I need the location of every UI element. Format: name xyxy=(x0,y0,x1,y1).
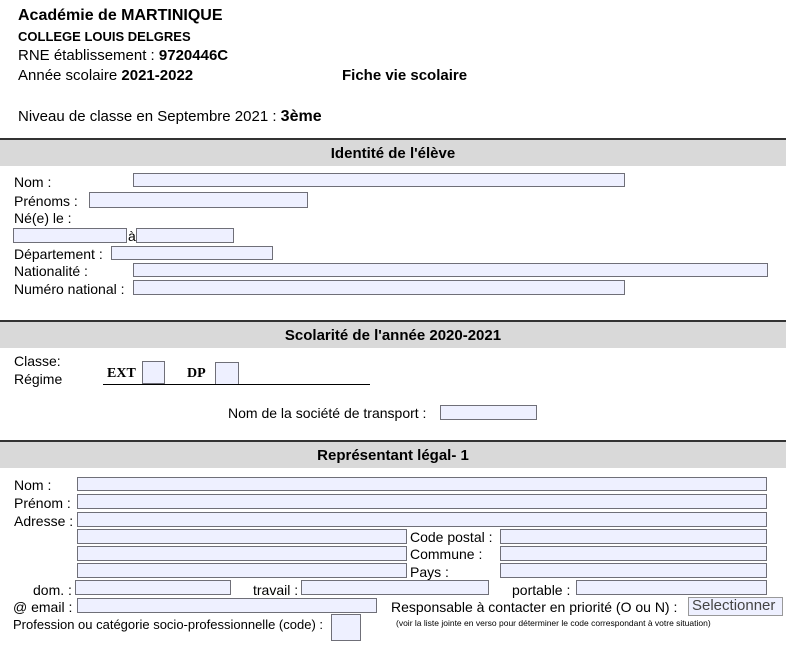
section-representant xyxy=(0,440,786,468)
nom-field[interactable] xyxy=(133,173,625,187)
transport-label: Nom de la société de transport : xyxy=(228,405,427,421)
doc-title: Fiche vie scolaire xyxy=(342,67,468,84)
portable-field[interactable] xyxy=(576,580,767,595)
code-postal-field[interactable] xyxy=(500,529,767,544)
adresse-label: Adresse : xyxy=(14,513,74,529)
dom-field[interactable] xyxy=(75,580,231,595)
adresse-field-4[interactable] xyxy=(77,563,407,578)
rne: RNE établissement : 9720446C xyxy=(18,47,229,64)
section-title: Scolarité de l'année 2020-2021 xyxy=(284,327,502,344)
rep-nom-label: Nom : xyxy=(14,477,52,493)
travail-label: travail : xyxy=(253,582,299,598)
ext-checkbox[interactable] xyxy=(142,361,165,384)
email-field[interactable] xyxy=(77,598,377,613)
divider xyxy=(103,384,370,385)
departement-field[interactable] xyxy=(111,246,273,260)
prenoms-label: Prénoms : xyxy=(14,193,78,209)
profession-label: Profession ou catégorie socio-professionnelle (code) : xyxy=(13,617,324,632)
transport-field[interactable] xyxy=(440,405,537,420)
nationalite-label: Nationalité : xyxy=(14,263,88,279)
responsable-select[interactable]: Selectionner xyxy=(688,597,783,616)
a-label: à xyxy=(128,228,136,244)
rep-prenom-field[interactable] xyxy=(77,494,767,509)
pays-label: Pays : xyxy=(410,564,449,580)
nationalite-field[interactable] xyxy=(133,263,768,277)
responsable-label: Responsable à contacter en priorité (O ou N) : xyxy=(391,599,678,615)
rep-nom-field[interactable] xyxy=(77,477,767,491)
adresse-field-3[interactable] xyxy=(77,546,407,561)
adresse-field-2[interactable] xyxy=(77,529,407,544)
section-scolarite xyxy=(0,320,786,348)
code-postal-label: Code postal : xyxy=(410,529,493,545)
section-title: Identité de l'élève xyxy=(330,145,456,162)
dp-label: DP xyxy=(187,366,206,381)
portable-label: portable : xyxy=(512,582,571,598)
commune-label: Commune : xyxy=(410,546,483,562)
lieu-naissance-field[interactable] xyxy=(136,228,234,243)
pays-field[interactable] xyxy=(500,563,767,578)
commune-field[interactable] xyxy=(500,546,767,561)
ne-le-label: Né(e) le : xyxy=(14,210,72,226)
section-identite xyxy=(0,138,786,166)
ext-label: EXT xyxy=(107,366,136,381)
profession-field[interactable] xyxy=(331,614,361,641)
classe-label: Classe: xyxy=(14,353,61,369)
numero-label: Numéro national : xyxy=(14,281,125,297)
rep-prenom-label: Prénom : xyxy=(14,495,71,511)
section-title: Représentant légal- 1 xyxy=(317,447,469,464)
departement-label: Département : xyxy=(14,246,103,262)
regime-label: Régime xyxy=(14,371,63,387)
nom-label: Nom : xyxy=(14,174,52,190)
dp-checkbox[interactable] xyxy=(215,362,239,385)
travail-field[interactable] xyxy=(301,580,489,595)
email-label: @ email : xyxy=(13,599,73,615)
date-naissance-field[interactable] xyxy=(13,228,127,243)
college: COLLEGE LOUIS DELGRES xyxy=(18,29,191,44)
profession-note: (voir la liste jointe en verso pour déterminer le code correspondant à votre situation) xyxy=(396,618,711,628)
prenoms-field[interactable] xyxy=(89,192,308,208)
numero-field[interactable] xyxy=(133,280,625,295)
niveau: Niveau de classe en Septembre 2021 : 3ème xyxy=(18,108,322,125)
annee: Année scolaire 2021-2022 xyxy=(18,67,194,84)
adresse-field-1[interactable] xyxy=(77,512,767,527)
academie: Académie de MARTINIQUE xyxy=(18,7,223,24)
dom-label: dom. : xyxy=(33,582,72,598)
